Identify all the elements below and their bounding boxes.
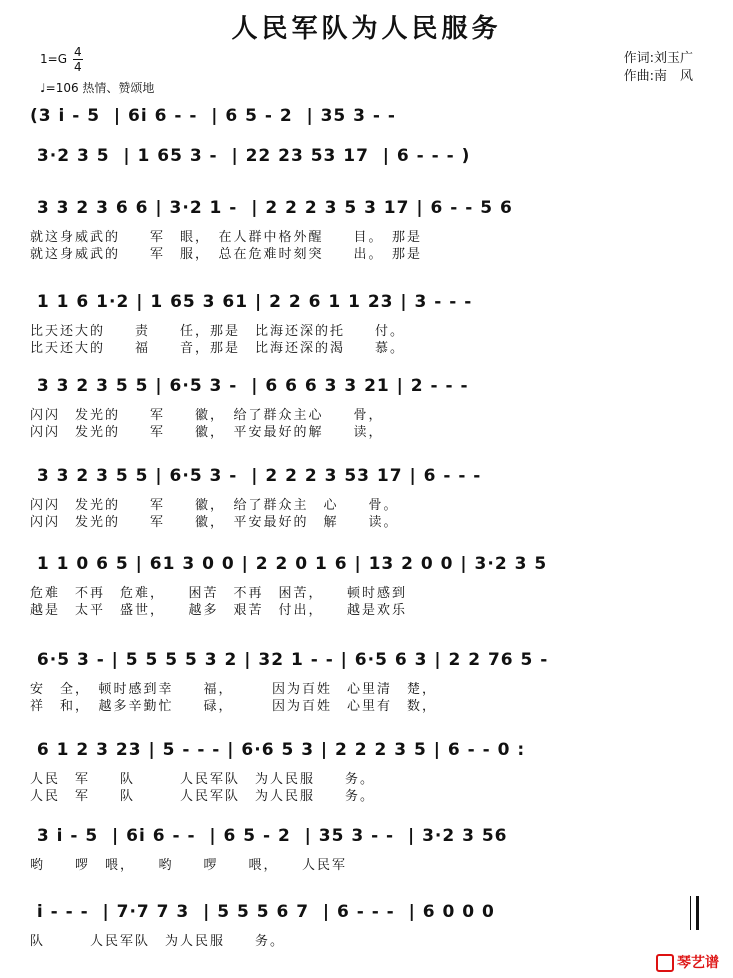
- lyrics-verse-1: 哟 啰 喂， 哟 啰 喂， 人民军: [30, 858, 348, 873]
- final-barline: [690, 896, 699, 930]
- key-signature: [40, 46, 83, 73]
- notes-line: 1 1 0 6 5 | 61 3 0 0 | 2 2 0 1 6 | 13 2 0 0 | 3·2 3 5: [30, 554, 548, 574]
- notes-line: 3·2 3 5 | 1 65 3 - | 22 23 53 17 | 6 - - - ): [30, 146, 471, 166]
- lyrics-verse-2: 祥 和， 越多辛勤忙 碌， 因为百姓 心里有 数，: [30, 699, 438, 714]
- lyrics-verse-1: 闪闪 发光的 军 徽， 给了群众主 心 骨。: [30, 498, 399, 513]
- lyrics-verse-1: 危难 不再 危难， 困苦 不再 困苦， 顿时感到: [30, 586, 408, 601]
- lyrics-verse-1: 闪闪 发光的 军 徽， 给了群众主心 骨，: [30, 408, 384, 423]
- lyricist: 作词:刘玉广: [623, 51, 693, 66]
- notes-line: 6·5 3 - | 5 5 5 5 3 2 | 32 1 - - | 6·5 6 3 | 2 2 76 5 -: [30, 650, 549, 670]
- notes-line: 3 i - 5 | 6i 6 - - | 6 5 - 2 | 35 3 - - | 3·2 3 56: [30, 826, 508, 846]
- lyrics-verse-2: 闪闪 发光的 军 徽， 平安最好的解 读，: [30, 425, 384, 440]
- lyrics-verse-2: 比天还大的 福 音，那是 比海还深的渴 慕。: [30, 341, 406, 356]
- lyrics-verse-2: 就这身威武的 军 服， 总在危难时刻突 出。 那是: [30, 247, 423, 262]
- composer: 作曲:南 风: [623, 69, 693, 84]
- time-signature: [73, 46, 83, 73]
- notes-line: 3 3 2 3 5 5 | 6·5 3 - | 6 6 6 3 3 21 | 2 - - -: [30, 376, 469, 396]
- watermark-text: 琴艺谱: [677, 955, 719, 971]
- lyrics-verse-2: 闪闪 发光的 军 徽， 平安最好的 解 读。: [30, 515, 399, 530]
- key-label: 1=G: [40, 52, 67, 66]
- notes-line: 3 3 2 3 6 6 | 3·2 1 - | 2 2 2 3 5 3 17 | 6 - - 5 6: [30, 198, 513, 218]
- lyrics-verse-2: 人民 军 队 人民军队 为人民服 务。: [30, 789, 376, 804]
- lyrics-verse-1: 安 全， 顿时感到幸 福， 因为百姓 心里清 楚，: [30, 682, 438, 697]
- notes-line: i - - - | 7·7 7 3 | 5 5 5 6 7 | 6 - - - | 6 0 0 0: [30, 902, 495, 922]
- notes-line: 3 3 2 3 5 5 | 6·5 3 - | 2 2 2 3 53 17 | 6 - - -: [30, 466, 482, 486]
- lyrics-verse-2: 越是 太平 盛世， 越多 艰苦 付出， 越是欢乐: [30, 603, 408, 618]
- time-top: 4: [74, 45, 82, 59]
- tempo-marking: ♩=106 热情、赞颂地: [40, 81, 155, 95]
- song-title: 人民军队为人民服务: [231, 14, 502, 44]
- notes-line: 6 1 2 3 23 | 5 - - - | 6·6 5 3 | 2 2 2 3 5 | 6 - - 0 :: [30, 740, 526, 760]
- notes-line: 1 1 6 1·2 | 1 65 3 61 | 2 2 6 1 1 23 | 3 - - -: [30, 292, 473, 312]
- lyrics-verse-1: 比天还大的 责 任，那是 比海还深的托 付。: [30, 324, 406, 339]
- lyrics-verse-1: 队 人民军队 为人民服 务。: [30, 934, 286, 949]
- watermark: [656, 952, 719, 972]
- lyrics-verse-1: 人民 军 队 人民军队 为人民服 务。: [30, 772, 376, 787]
- time-bottom: 4: [74, 60, 82, 74]
- credits: [624, 50, 693, 86]
- qinyi-logo-icon: [656, 954, 674, 972]
- lyrics-verse-1: 就这身威武的 军 眼， 在人群中格外醒 目。 那是: [30, 230, 423, 245]
- notes-line: (3 i - 5 | 6i 6 - - | 6 5 - 2 | 35 3 - -: [30, 106, 396, 126]
